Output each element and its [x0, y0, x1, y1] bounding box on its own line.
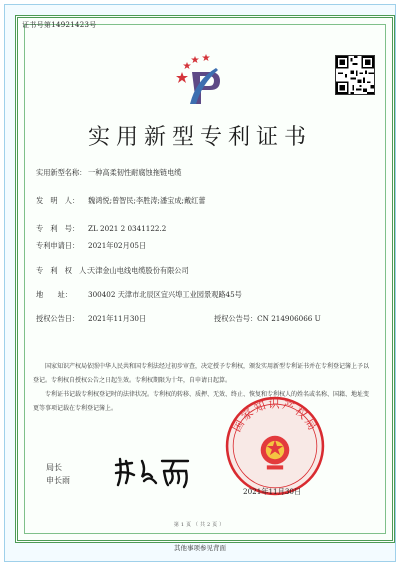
page-number: 第1页（共2页）	[173, 522, 227, 528]
qr-code	[335, 55, 375, 95]
field-patent-number: 专 利 号： ZL 2021 2 0341122.2	[36, 224, 167, 233]
field-grant-date: 授权公告日： 2021年11月30日	[36, 314, 147, 323]
body-paragraph: 专利证书记载专利权登记时的法律状况。专利权的转移、质押、无效、终止、恢复和专利权人的姓名或名称、国籍、地址变更等事项记载在专利登记簿上。	[33, 391, 370, 412]
patent-office-logo-icon	[176, 50, 224, 106]
signer-name: 申长雨	[46, 476, 70, 485]
certificate-number: 证书号第14921423号	[22, 21, 97, 29]
seal-date: 2021年11月30日	[243, 487, 302, 496]
official-seal-icon	[224, 395, 326, 497]
certificate-title: 实用新型专利证书	[87, 125, 312, 150]
footer-note: 其他事项参见背面	[174, 544, 226, 552]
field-application-date: 专利申请日： 2021年02月05日	[36, 241, 147, 250]
field-address: 地 址： 300402 天津市北辰区宜兴埠工业园景观路45号	[36, 290, 242, 299]
field-patentee: 专 利 权 人：天津金山电线电缆股份有限公司	[36, 266, 189, 275]
handwritten-signature-icon	[112, 455, 192, 489]
seal-text: 国家知识产权局	[230, 397, 320, 435]
field-utility-model-name: 实用新型名称： 一种高柔韧性耐腐蚀拖链电缆	[36, 168, 182, 177]
signer-title: 局长	[46, 463, 62, 472]
body-paragraph: 国家知识产权局依照中华人民共和国专利法经过初步审查，决定授予专利权，颁发实用新型专利证书并在专利登记簿上予以登记。专利权自授权公告之日起生效。专利权期限为十年，自申请日起算。	[33, 363, 370, 384]
field-announcement-number: 授权公告号：CN 214906066 U	[214, 314, 321, 323]
field-inventors: 发 明 人： 魏鸿悦;曾智民;李胜涛;潘宝成;戴红蕾	[36, 196, 206, 205]
